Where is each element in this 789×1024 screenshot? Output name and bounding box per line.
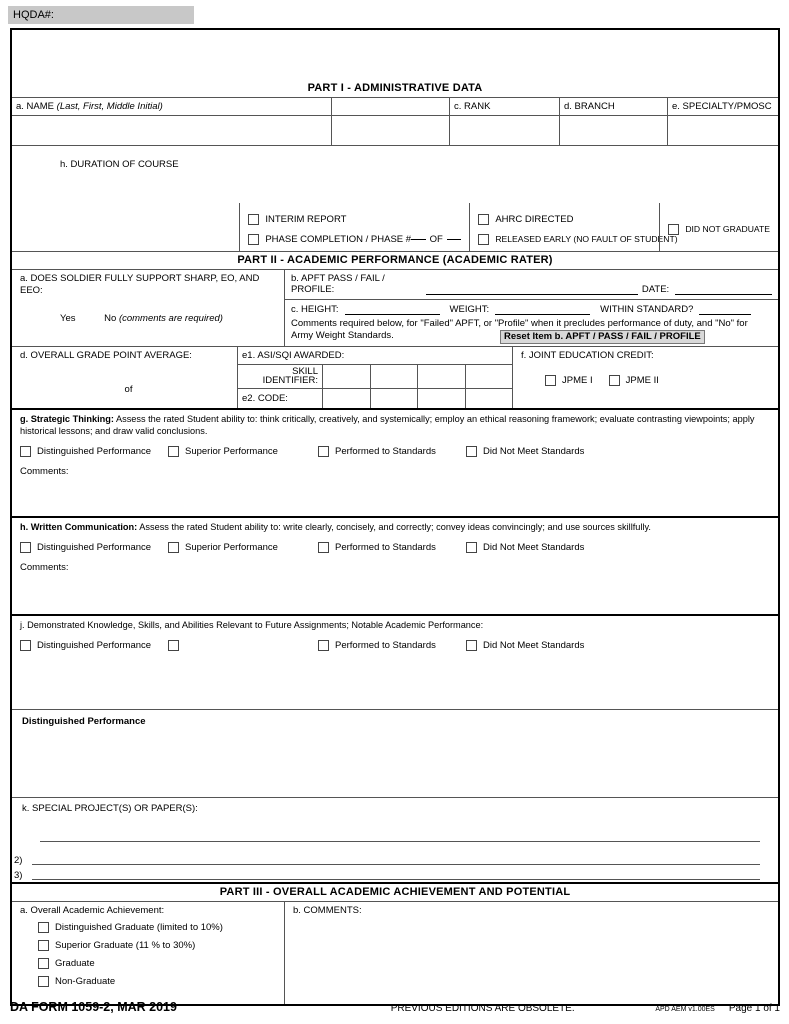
checkbox-icon[interactable] bbox=[466, 640, 477, 651]
apft-label: b. APFT PASS / FAIL / PROFILE: bbox=[291, 273, 385, 295]
code-label: e2. CODE: bbox=[238, 389, 323, 408]
input-rank[interactable] bbox=[450, 116, 560, 145]
code-cell[interactable] bbox=[323, 389, 371, 408]
phase-total-input[interactable] bbox=[447, 239, 462, 240]
option-performed-to-standards-h[interactable] bbox=[318, 542, 466, 553]
option-superior-performance-g[interactable] bbox=[168, 446, 318, 457]
checkbox-interim-report-label: INTERIM REPORT bbox=[265, 213, 347, 225]
part2-d-gpa bbox=[12, 347, 237, 408]
checkbox-band-spacer bbox=[12, 203, 239, 251]
joint-education-label: f. JOINT EDUCATION CREDIT: bbox=[521, 349, 654, 361]
apft-date-input[interactable] bbox=[675, 284, 772, 295]
form-identifier: DA FORM 1059-2, MAR 2019 bbox=[10, 1000, 177, 1014]
skill-cell[interactable] bbox=[418, 365, 466, 388]
previous-editions-notice: PREVIOUS EDITIONS ARE OBSOLETE. bbox=[390, 1003, 575, 1014]
part2-a-sharp bbox=[12, 270, 284, 346]
input-blank[interactable] bbox=[332, 116, 450, 145]
written-communication-heading: h. Written Communication: bbox=[20, 521, 138, 532]
checkbox-icon[interactable] bbox=[318, 640, 329, 651]
part2-e-asi-sqi bbox=[237, 347, 512, 408]
skill-cell[interactable] bbox=[323, 365, 371, 388]
option-label: Performed to Standards bbox=[335, 639, 436, 651]
section-h-written-communication bbox=[12, 516, 778, 614]
checkbox-icon[interactable] bbox=[38, 922, 49, 933]
checkbox-did-not-graduate-label: DID NOT GRADUATE bbox=[685, 224, 770, 234]
da-form-1059-2 bbox=[10, 28, 780, 1006]
checkbox-icon[interactable] bbox=[38, 976, 49, 987]
col-header-specialty: e. SPECIALTY/PMOSC bbox=[672, 101, 772, 112]
gpa-of-row[interactable] bbox=[20, 384, 237, 395]
checkbox-ahrc-directed[interactable] bbox=[478, 214, 651, 225]
section-g-strategic-thinking bbox=[12, 408, 778, 516]
checkbox-group-report-type bbox=[239, 203, 469, 251]
col-header-rank: c. RANK bbox=[450, 98, 560, 115]
checkbox-icon[interactable] bbox=[20, 542, 31, 553]
code-cell[interactable] bbox=[371, 389, 419, 408]
apft-date-label: DATE: bbox=[641, 284, 670, 295]
phase-of-label: OF bbox=[429, 233, 443, 245]
option-graduate[interactable] bbox=[38, 958, 284, 969]
height-input[interactable] bbox=[345, 304, 440, 315]
part2-apft-note bbox=[285, 317, 778, 346]
part2-f-joint-education bbox=[512, 347, 778, 408]
checkbox-icon[interactable] bbox=[466, 542, 477, 553]
checkbox-icon[interactable] bbox=[38, 958, 49, 969]
input-name[interactable] bbox=[12, 116, 332, 145]
checkbox-group-graduation bbox=[659, 203, 778, 251]
asi-sqi-grid bbox=[238, 365, 512, 408]
phase-number-input[interactable] bbox=[411, 239, 426, 240]
code-cell[interactable] bbox=[466, 389, 513, 408]
hqda-label: HQDA#: bbox=[13, 9, 54, 21]
option-label: Distinguished Performance bbox=[37, 445, 152, 457]
option-distinguished-performance-h[interactable] bbox=[20, 542, 168, 553]
option-distinguished-performance-j[interactable] bbox=[20, 640, 168, 651]
option-superior-graduate[interactable] bbox=[38, 940, 284, 951]
option-distinguished-graduate[interactable] bbox=[38, 922, 284, 933]
option-label: Did Not Meet Standards bbox=[483, 639, 585, 651]
part3-b-comments[interactable] bbox=[284, 902, 778, 1004]
option-label: Superior Graduate (11 % to 30%) bbox=[55, 939, 196, 951]
option-label: Superior Performance bbox=[185, 445, 278, 457]
checkbox-icon[interactable] bbox=[248, 214, 259, 225]
checkbox-icon[interactable] bbox=[168, 446, 179, 457]
checkbox-icon[interactable] bbox=[38, 940, 49, 951]
gpa-label: d. OVERALL GRADE POINT AVERAGE: bbox=[20, 349, 192, 361]
overall-achievement-label: a. Overall Academic Achievement: bbox=[20, 904, 165, 916]
col-header-name bbox=[12, 98, 332, 115]
written-communication-text: Assess the rated Student ability to: write clearly, concisely, and correctly; convey ideas convincingly; and use sources skillfully. bbox=[137, 521, 651, 532]
part1-checkbox-band bbox=[12, 203, 778, 251]
skill-cell[interactable] bbox=[466, 365, 513, 388]
height-label: c. HEIGHT: bbox=[291, 304, 339, 315]
option-label: Did Not Meet Standards bbox=[483, 541, 585, 553]
checkbox-icon[interactable] bbox=[248, 234, 259, 245]
checkbox-phase-completion[interactable] bbox=[248, 234, 461, 245]
jpme-checkboxes bbox=[521, 375, 778, 386]
option-label: Distinguished Performance bbox=[37, 639, 152, 651]
special-project-number-2: 2) bbox=[14, 854, 23, 866]
reset-apft-button[interactable]: Reset Item b. APFT / PASS / FAIL / PROFILE bbox=[500, 330, 705, 344]
overall-achievement-options bbox=[20, 922, 284, 987]
checkbox-released-early-label: RELEASED EARLY (NO FAULT OF STUDENT) bbox=[495, 234, 678, 244]
written-communication-options bbox=[20, 542, 770, 553]
strategic-thinking-text: Assess the rated Student ability to: think critically, creatively, and systemically; employ an ethical reasoning framework; evaluate contrasting viewpoints; apply historical lessons; and draw valid conclusions. bbox=[20, 413, 755, 436]
part1-value-row bbox=[12, 115, 778, 145]
option-distinguished-performance-g[interactable] bbox=[20, 446, 168, 457]
distinguished-performance-label: Distinguished Performance bbox=[22, 715, 146, 727]
skill-cell[interactable] bbox=[371, 365, 419, 388]
checkbox-icon[interactable] bbox=[20, 446, 31, 457]
checkbox-jpme-1[interactable] bbox=[545, 375, 593, 386]
checkbox-icon[interactable] bbox=[466, 446, 477, 457]
checkbox-icon[interactable] bbox=[545, 375, 556, 386]
special-project-line-1[interactable] bbox=[40, 841, 760, 842]
input-specialty[interactable] bbox=[668, 116, 778, 145]
part1-column-headers bbox=[12, 97, 778, 115]
checkbox-jpme-2-label: JPME II bbox=[625, 374, 659, 386]
strategic-thinking-comments-label[interactable]: Comments: bbox=[20, 465, 69, 477]
skill-identifier-line1: SKILL bbox=[292, 365, 318, 377]
option-did-not-meet-standards-g[interactable] bbox=[466, 446, 626, 457]
special-project-line-2[interactable] bbox=[32, 864, 760, 865]
checkbox-did-not-graduate[interactable] bbox=[668, 224, 770, 235]
distinguished-performance-block[interactable] bbox=[12, 709, 778, 797]
checkbox-icon[interactable] bbox=[478, 234, 489, 245]
weight-input[interactable] bbox=[495, 304, 590, 315]
written-communication-comments-label[interactable]: Comments: bbox=[20, 561, 69, 573]
col-header-branch: d. BRANCH bbox=[560, 98, 668, 115]
option-label: Did Not Meet Standards bbox=[483, 445, 585, 457]
sharp-yes-option[interactable]: Yes bbox=[60, 312, 76, 324]
col-header-blank bbox=[332, 98, 450, 115]
strategic-thinking-description bbox=[20, 414, 770, 438]
part2-ab-section bbox=[12, 269, 778, 346]
option-superior-performance-h[interactable] bbox=[168, 542, 318, 553]
option-non-graduate[interactable] bbox=[38, 976, 284, 987]
option-unlabeled-j[interactable] bbox=[168, 640, 318, 651]
checkbox-icon[interactable] bbox=[318, 446, 329, 457]
option-performed-to-standards-j[interactable] bbox=[318, 640, 466, 651]
special-project-line-3[interactable] bbox=[32, 879, 760, 880]
checkbox-released-early[interactable] bbox=[478, 234, 678, 245]
checkbox-jpme-2[interactable] bbox=[609, 375, 659, 386]
checkbox-icon[interactable] bbox=[609, 375, 620, 386]
part3-content bbox=[12, 901, 778, 1004]
sharp-yes-no bbox=[20, 313, 284, 324]
option-label: Non-Graduate bbox=[55, 975, 116, 987]
special-projects-label: k. SPECIAL PROJECT(S) OR PAPER(S): bbox=[22, 802, 198, 814]
checkbox-group-directives bbox=[469, 203, 678, 251]
part1-top-blank bbox=[12, 30, 778, 80]
part2-c-height-weight bbox=[285, 300, 778, 317]
duration-of-course-section[interactable] bbox=[12, 145, 778, 203]
apft-note-text: Comments required below, for "Failed" APFT, or "Profile" when it precludes performance of duty, and "No" for Army Weight Standards. bbox=[291, 318, 748, 342]
form-footer bbox=[10, 1000, 780, 1014]
demonstrated-knowledge-options bbox=[20, 640, 770, 651]
duration-label: h. DURATION OF COURSE bbox=[60, 159, 179, 170]
checkbox-icon[interactable] bbox=[168, 542, 179, 553]
checkbox-icon[interactable] bbox=[478, 214, 489, 225]
strategic-thinking-heading: g. Strategic Thinking: bbox=[20, 413, 114, 424]
option-label: Superior Performance bbox=[185, 541, 278, 553]
section-j-demonstrated-knowledge bbox=[12, 614, 778, 709]
code-cell[interactable] bbox=[418, 389, 466, 408]
strategic-thinking-options bbox=[20, 446, 770, 457]
option-label: Performed to Standards bbox=[335, 445, 436, 457]
option-did-not-meet-standards-h[interactable] bbox=[466, 542, 626, 553]
code-row bbox=[238, 389, 512, 408]
checkbox-icon[interactable] bbox=[668, 224, 679, 235]
sharp-no-option[interactable]: No bbox=[104, 312, 117, 324]
part2-b-apft bbox=[285, 270, 778, 300]
part3-a-overall-achievement bbox=[12, 902, 284, 1004]
within-standard-input[interactable] bbox=[699, 304, 751, 315]
option-label: Distinguished Performance bbox=[37, 541, 152, 553]
checkbox-phase-completion-label: PHASE COMPLETION / PHASE # bbox=[265, 233, 412, 245]
checkbox-jpme-1-label: JPME I bbox=[562, 374, 593, 386]
part3-comments-label: b. COMMENTS: bbox=[293, 904, 362, 916]
section-k-special-projects bbox=[12, 797, 778, 882]
gpa-of-label: of bbox=[124, 383, 133, 395]
checkbox-icon[interactable] bbox=[318, 542, 329, 553]
input-branch[interactable] bbox=[560, 116, 668, 145]
checkbox-interim-report[interactable] bbox=[248, 214, 461, 225]
part2-def-section bbox=[12, 346, 778, 408]
part3-title: PART III - OVERALL ACADEMIC ACHIEVEMENT AND POTENTIAL bbox=[12, 882, 778, 901]
checkbox-ahrc-directed-label: AHRC DIRECTED bbox=[495, 213, 574, 225]
part1-title: PART I - ADMINISTRATIVE DATA bbox=[307, 82, 483, 94]
special-project-number-3: 3) bbox=[14, 869, 23, 881]
demonstrated-knowledge-heading: j. Demonstrated Knowledge, Skills, and Abilities Relevant to Future Assignments; Notable Academic Performance: bbox=[20, 619, 484, 630]
part2-title: PART II - ACADEMIC PERFORMANCE (ACADEMIC RATER) bbox=[12, 251, 778, 269]
part2-right-column bbox=[284, 270, 778, 346]
option-label: Graduate bbox=[55, 957, 95, 969]
skill-identifier-label bbox=[238, 365, 323, 388]
skill-identifier-line2: IDENTIFIER: bbox=[262, 375, 318, 387]
apft-input[interactable] bbox=[426, 284, 638, 295]
sharp-no-hint: (comments are required) bbox=[118, 312, 223, 324]
weight-label: WEIGHT: bbox=[449, 304, 490, 315]
option-label: Performed to Standards bbox=[335, 541, 436, 553]
option-label: Distinguished Graduate (limited to 10%) bbox=[55, 921, 223, 933]
written-communication-description bbox=[20, 522, 770, 534]
option-did-not-meet-standards-j[interactable] bbox=[466, 640, 626, 651]
apd-version: APD AEM v1.00ES bbox=[655, 1006, 715, 1013]
col-header-name-text: a. NAME bbox=[16, 101, 55, 112]
checkbox-icon[interactable] bbox=[20, 640, 31, 651]
col-header-name-hint: (Last, First, Middle Initial) bbox=[56, 101, 163, 112]
sharp-label: a. DOES SOLDIER FULLY SUPPORT SHARP, EO, AND EEO: bbox=[20, 273, 260, 296]
within-standard-label: WITHIN STANDARD? bbox=[600, 304, 694, 315]
hqda-number-field[interactable] bbox=[8, 6, 194, 24]
checkbox-icon[interactable] bbox=[168, 640, 179, 651]
page-number: Page 1 of 1 bbox=[728, 1003, 780, 1014]
skill-identifier-row bbox=[238, 365, 512, 389]
option-performed-to-standards-g[interactable] bbox=[318, 446, 466, 457]
asi-sqi-label: e1. ASI/SQI AWARDED: bbox=[238, 347, 512, 365]
